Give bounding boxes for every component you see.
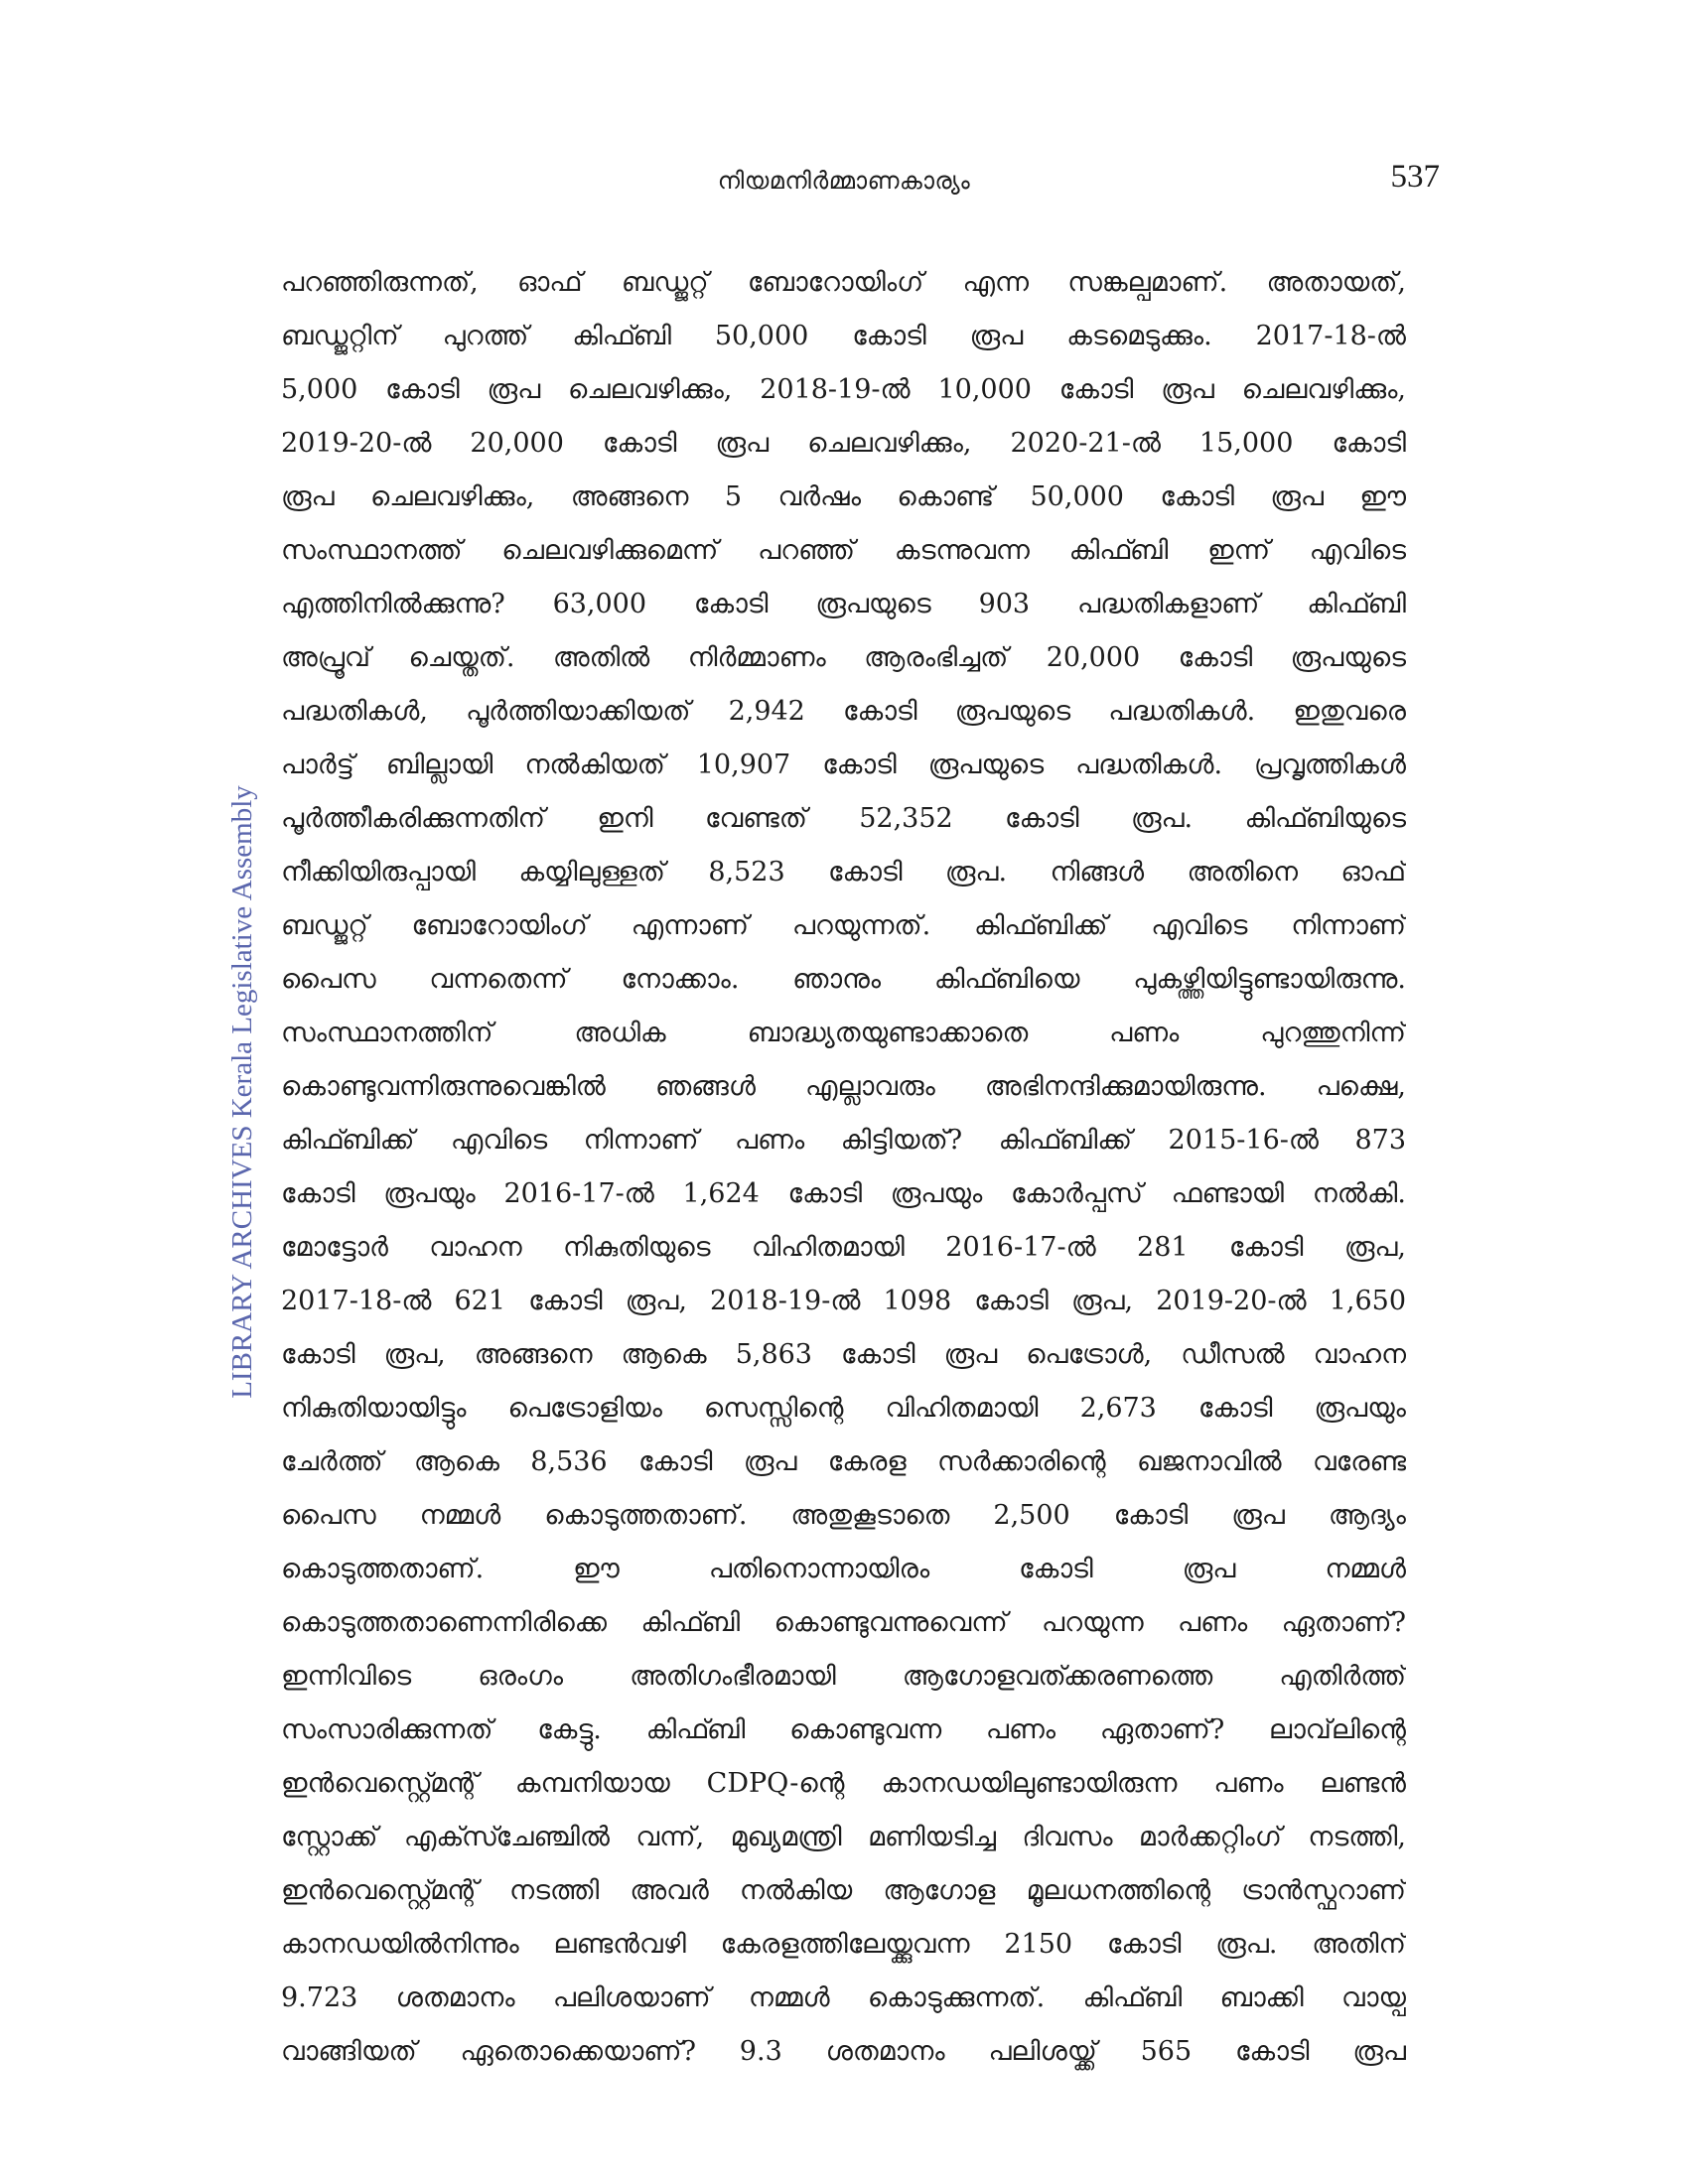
- text-line: പൈസ നമ്മൾ കൊടുത്തതാണ്. അതുകൂടാതെ 2,500 കോടി രൂപ ആദ്യം: [281, 1500, 1406, 1531]
- text-line: അപ്രൂവ് ചെയ്തത്. അതിൽ നിർമ്മാണം ആരംഭിച്ചത് 20,000 കോടി രൂപയുടെ: [281, 642, 1406, 673]
- text-line: സ്റ്റോക്ക് എക്സ്ചേഞ്ചിൽ വന്ന്, മുഖ്യമന്ത്രി മണിയടിച്ച ദിവസം മാർക്കറ്റിംഗ് നടത്തി,: [281, 1822, 1406, 1852]
- text-line: ഇൻവെസ്റ്റ്മെന്റ് നടത്തി അവർ നൽകിയ ആഗോള മൂലധനത്തിന്റെ ട്രാൻസ്ഫറാണ്: [281, 1875, 1406, 1906]
- text-line: പൈസ വന്നതെന്ന് നോക്കാം. ഞാനും കിഫ്ബിയെ പുകഴ്ത്തിയിട്ടുണ്ടായിരുന്നു.: [281, 964, 1406, 995]
- text-line: ബഡ്ജറ്റിന് പുറത്ത് കിഫ്ബി 50,000 കോടി രൂപ കടമെടുക്കും. 2017-18-ൽ: [281, 321, 1406, 351]
- text-line: ഇന്നിവിടെ ഒരംഗം അതിഗംഭീരമായി ആഗോളവത്ക്കരണത്തെ എതിർത്ത്: [281, 1661, 1406, 1692]
- text-line: പദ്ധതികൾ, പൂർത്തിയാക്കിയത് 2,942 കോടി രൂപയുടെ പദ്ധതികൾ. ഇതുവരെ: [281, 696, 1406, 727]
- library-archives-watermark: LIBRARY ARCHIVES Kerala Legislative Assembly: [226, 785, 258, 1399]
- text-line: 9.723 ശതമാനം പലിശയാണ് നമ്മൾ കൊടുക്കുന്നത്. കിഫ്ബി ബാക്കി വായ്പ: [281, 1982, 1406, 2013]
- text-line: പൂർത്തീകരിക്കുന്നതിന് ഇനി വേണ്ടത് 52,352 കോടി രൂപ. കിഫ്ബിയുടെ: [281, 803, 1406, 834]
- text-line: കാനഡയിൽനിന്നും ലണ്ടൻവഴി കേരളത്തിലേയ്ക്കുവന്ന 2150 കോടി രൂപ. അതിന്: [281, 1929, 1406, 1960]
- text-line: കൊടുത്തതാണ്. ഈ പതിനൊന്നായിരം കോടി രൂപ നമ്മൾ: [281, 1554, 1406, 1584]
- text-line: 2017-18-ൽ 621 കോടി രൂപ, 2018-19-ൽ 1098 കോടി രൂപ, 2019-20-ൽ 1,650: [281, 1286, 1406, 1316]
- text-line: ചേർത്ത് ആകെ 8,536 കോടി രൂപ കേരള സർക്കാരിന്റെ ഖജനാവിൽ വരേണ്ട: [281, 1446, 1406, 1477]
- text-line: കോടി രൂപ, അങ്ങനെ ആകെ 5,863 കോടി രൂപ പെട്രോൾ, ഡീസൽ വാഹന: [281, 1339, 1406, 1370]
- running-title: നിയമനിർമ്മാണകാര്യം: [717, 167, 971, 195]
- text-line: കൊടുത്തതാണെന്നിരിക്കെ കിഫ്ബി കൊണ്ടുവന്നുവെന്ന് പറയുന്ന പണം ഏതാണ്?: [281, 1607, 1406, 1638]
- text-line: 5,000 കോടി രൂപ ചെലവഴിക്കും, 2018-19-ൽ 10,000 കോടി രൂപ ചെലവഴിക്കും,: [281, 374, 1406, 405]
- body-text: [281, 256, 1406, 2079]
- text-line: കിഫ്ബിക്ക് എവിടെ നിന്നാണ് പണം കിട്ടിയത്? കിഫ്ബിക്ക് 2015-16-ൽ 873: [281, 1125, 1406, 1156]
- text-line: എത്തിനിൽക്കുന്നു? 63,000 കോടി രൂപയുടെ 903 പദ്ധതികളാണ് കിഫ്ബി: [281, 589, 1406, 619]
- text-line: ഇൻവെസ്റ്റ്മെന്റ് കമ്പനിയായ CDPQ-ന്റെ കാനഡയിലുണ്ടായിരുന്ന പണം ലണ്ടൻ: [281, 1768, 1406, 1799]
- text-line: വാങ്ങിയത് ഏതൊക്കെയാണ്? 9.3 ശതമാനം പലിശയ്ക്ക് 565 കോടി രൂപ: [281, 2036, 1406, 2067]
- text-line: സംസ്ഥാനത്ത് ചെലവഴിക്കുമെന്ന് പറഞ്ഞ് കടന്നുവന്ന കിഫ്ബി ഇന്ന് എവിടെ: [281, 535, 1406, 566]
- text-line: പറഞ്ഞിരുന്നത്, ഓഫ് ബഡ്ജറ്റ് ബോറോയിംഗ് എന്ന സങ്കല്പമാണ്. അതായത്,: [281, 267, 1406, 298]
- text-line: 2019-20-ൽ 20,000 കോടി രൂപ ചെലവഴിക്കും, 2020-21-ൽ 15,000 കോടി: [281, 428, 1406, 459]
- text-line: ബഡ്ജറ്റ് ബോറോയിംഗ് എന്നാണ് പറയുന്നത്. കിഫ്ബിക്ക് എവിടെ നിന്നാണ്: [281, 910, 1406, 941]
- text-line: രൂപ ചെലവഴിക്കും, അങ്ങനെ 5 വർഷം കൊണ്ട് 50,000 കോടി രൂപ ഈ: [281, 481, 1406, 512]
- text-line: സംസാരിക്കുന്നത് കേട്ടു. കിഫ്ബി കൊണ്ടുവന്ന പണം ഏതാണ്? ലാവ്‌ലിന്റെ: [281, 1714, 1406, 1745]
- text-line: സംസ്ഥാനത്തിന് അധിക ബാദ്ധ്യതയുണ്ടാക്കാതെ പണം പുറത്തുനിന്ന്: [281, 1018, 1406, 1048]
- text-line: പാർട്ട് ബില്ലായി നൽകിയത് 10,907 കോടി രൂപയുടെ പദ്ധതികൾ. പ്രവൃത്തികൾ: [281, 750, 1406, 780]
- text-line: നീക്കിയിരുപ്പായി കയ്യിലുള്ളത് 8,523 കോടി രൂപ. നിങ്ങൾ അതിനെ ഓഫ്: [281, 857, 1406, 887]
- text-line: കൊണ്ടുവന്നിരുന്നുവെങ്കിൽ ഞങ്ങൾ എല്ലാവരും അഭിനന്ദിക്കുമായിരുന്നു. പക്ഷെ,: [281, 1071, 1406, 1102]
- text-line: കോടി രൂപയും 2016-17-ൽ 1,624 കോടി രൂപയും കോർപ്പസ് ഫണ്ടായി നൽകി.: [281, 1178, 1406, 1209]
- page-number: 537: [1390, 159, 1440, 195]
- text-line: മോട്ടോർ വാഹന നികുതിയുടെ വിഹിതമായി 2016-17-ൽ 281 കോടി രൂപ,: [281, 1232, 1406, 1263]
- text-line: നികുതിയായിട്ടും പെട്രോളിയം സെസ്സിന്റെ വിഹിതമായി 2,673 കോടി രൂപയും: [281, 1393, 1406, 1424]
